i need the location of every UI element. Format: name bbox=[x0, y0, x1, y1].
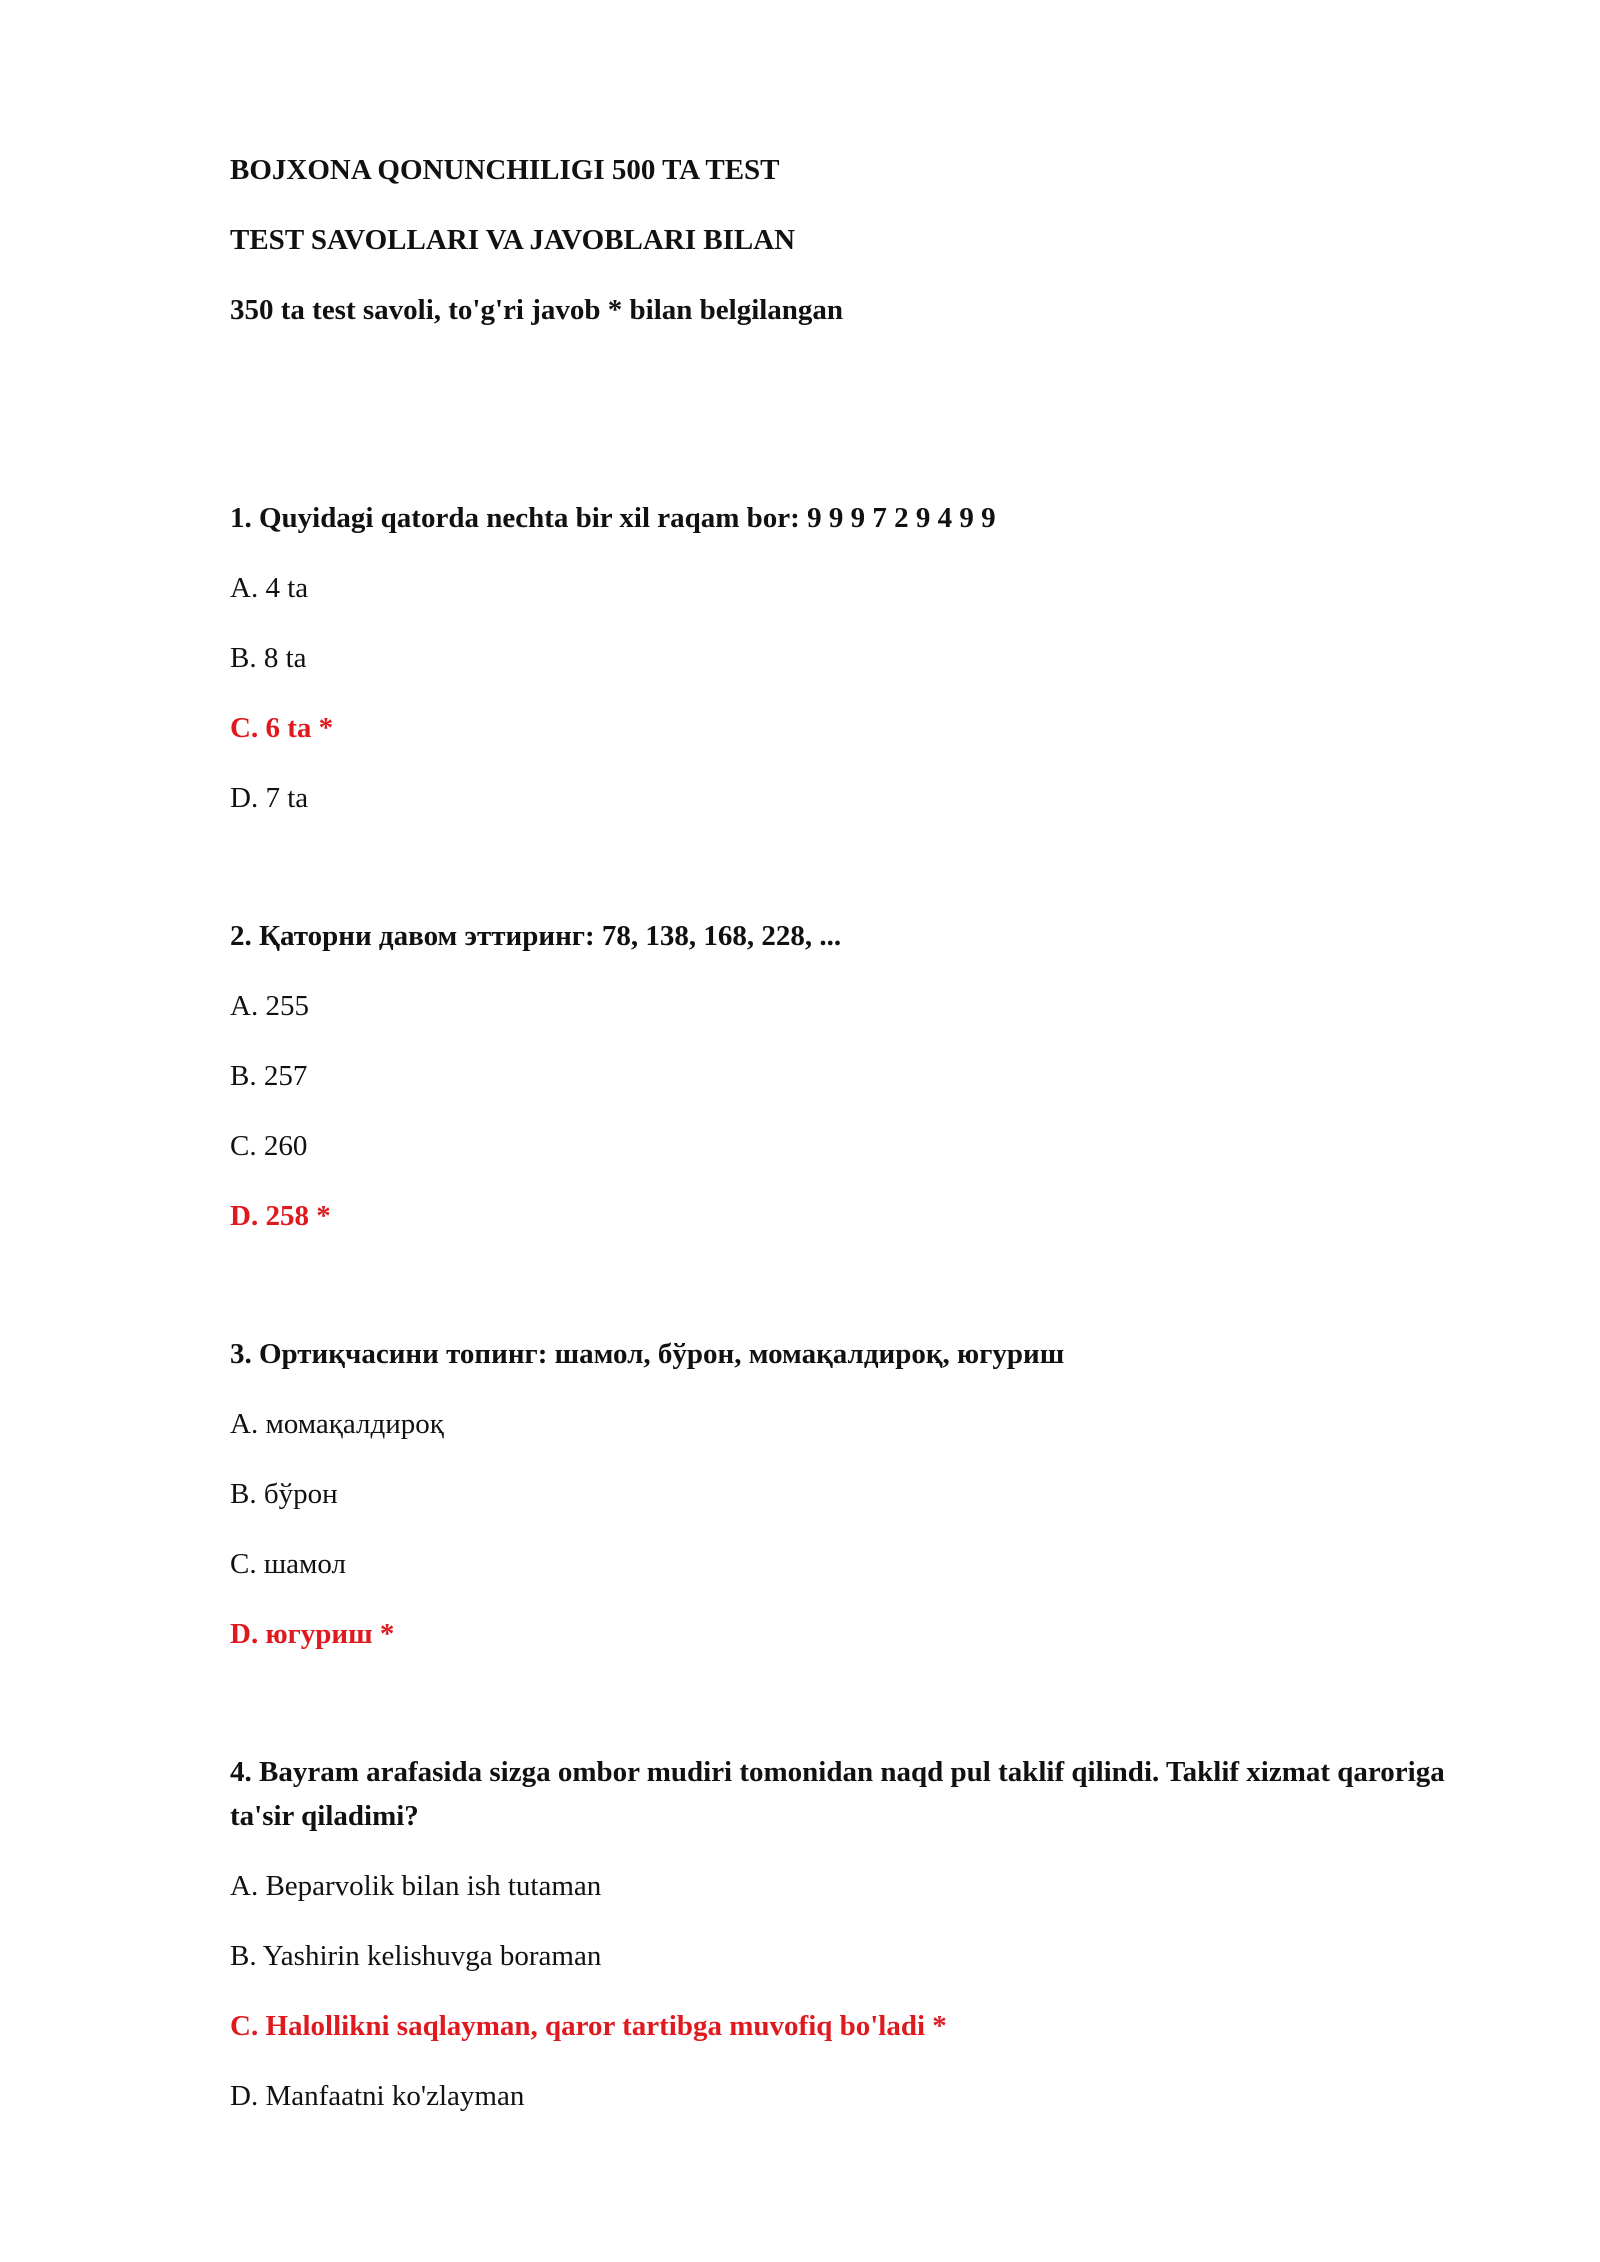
question-4 bbox=[230, 1750, 1480, 2112]
option-b: B. 8 ta bbox=[230, 642, 307, 674]
option-d: D. 7 ta bbox=[230, 782, 309, 814]
option-c: C. 260 bbox=[230, 1130, 308, 1162]
question-2 bbox=[230, 914, 1480, 1232]
option-b: B. 257 bbox=[230, 1060, 308, 1092]
option-b: B. бўрон bbox=[230, 1478, 338, 1510]
option-c-correct: C. 6 ta * bbox=[230, 712, 334, 744]
question-1 bbox=[230, 496, 1480, 814]
document-note: 350 ta test savoli, to'g'ri javob * bilan belgilangan bbox=[230, 294, 844, 326]
option-d: D. Manfaatni ko'zlayman bbox=[230, 2080, 525, 2112]
question-text: 3. Ортиқчасини топинг: шамол, бўрон, момақалдироқ, югуриш bbox=[230, 1338, 1065, 1370]
option-a: A. Beparvolik bilan ish tutaman bbox=[230, 1870, 602, 1902]
question-text: 4. Bayram arafasida sizga ombor mudiri tomonidan naqd pul taklif qilindi. Taklif xizmat qaroriga ta'sir qiladimi? bbox=[230, 1756, 1445, 1832]
option-b: B. Yashirin kelishuvga boraman bbox=[230, 1940, 602, 1972]
option-c-correct: C. Halollikni saqlayman, qaror tartibga muvofiq bo'ladi * bbox=[230, 2010, 947, 2042]
question-text: 1. Quyidagi qatorda nechta bir xil raqam bor: 9 9 9 7 2 9 4 9 9 bbox=[230, 502, 996, 534]
question-3 bbox=[230, 1332, 1480, 1650]
option-a: A. 4 ta bbox=[230, 572, 309, 604]
option-a: A. момақалдироқ bbox=[230, 1408, 444, 1440]
document-title: BOJXONA QONUNCHILIGI 500 TA TEST bbox=[230, 154, 780, 186]
document-subtitle: TEST SAVOLLARI VA JAVOBLARI BILAN bbox=[230, 224, 796, 256]
option-d-correct: D. югуриш * bbox=[230, 1618, 395, 1650]
question-text: 2. Қаторни давом эттиринг: 78, 138, 168, 228, ... bbox=[230, 920, 842, 952]
option-a: A. 255 bbox=[230, 990, 309, 1022]
option-d-correct: D. 258 * bbox=[230, 1200, 331, 1232]
option-c: C. шамол bbox=[230, 1548, 346, 1580]
